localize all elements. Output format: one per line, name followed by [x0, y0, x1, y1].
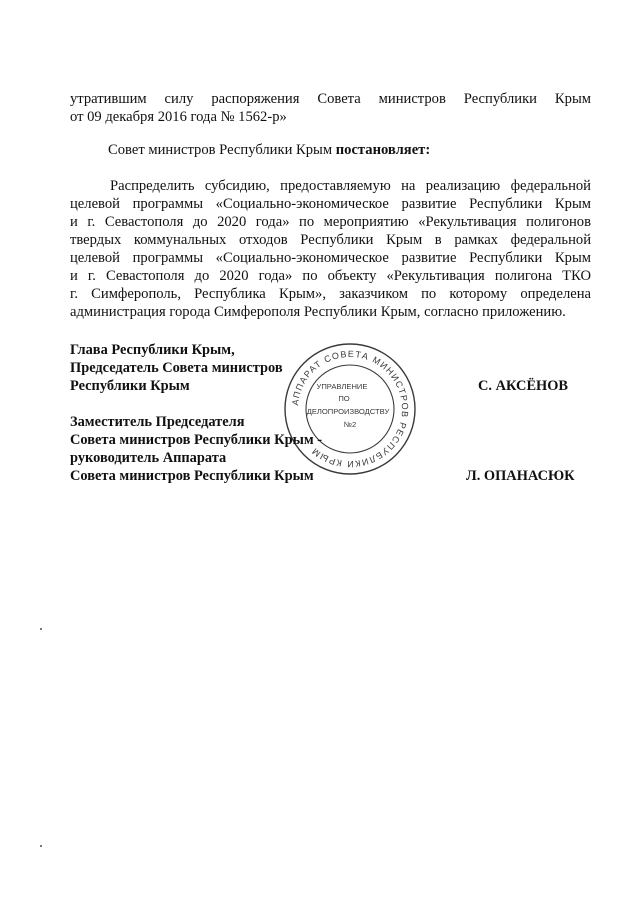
- svg-text:ДЕЛОПРОИЗВОДСТВУ: ДЕЛОПРОИЗВОДСТВУ: [306, 407, 390, 416]
- stamp-ring-text: АППАРАТ СОВЕТА МИНИСТРОВ РЕСПУБЛИКИ КРЫМ: [290, 348, 411, 470]
- svg-text:№2: №2: [343, 420, 357, 429]
- signatory-1-title-line-3: Республики Крым: [70, 378, 190, 394]
- signatory-1-name: С. АКСЁНОВ: [478, 378, 569, 394]
- decree-prefix: Совет министров Республики Крым: [108, 142, 336, 158]
- paragraph-2-line-4: твердых коммунальных отходов Республики Крым в рамках федеральной: [70, 232, 591, 248]
- paragraph-1-line-1: утратившим силу распоряжения Совета министров Республики Крым: [70, 91, 591, 107]
- stamp-seal-icon: [280, 339, 420, 479]
- svg-text:УПРАВЛЕНИЕ: УПРАВЛЕНИЕ: [316, 382, 368, 391]
- official-stamp: [280, 339, 420, 479]
- paragraph-2-line-3: и г. Севастополя до 2020 года» по мероприятию «Рекультивация полигонов: [70, 214, 591, 230]
- signatory-1-title-line-1: Глава Республики Крым,: [70, 342, 235, 358]
- signatory-2-title-line-1: Заместитель Председателя: [70, 414, 245, 430]
- scan-speck: [40, 628, 42, 630]
- signatory-2-name: Л. ОПАНАСЮК: [466, 468, 575, 484]
- paragraph-2-line-6: и г. Севастополя до 2020 года» по объекту «Рекультивация полигона ТКО: [70, 268, 591, 284]
- paragraph-2-line-2: целевой программы «Социально-экономическое развитие Республики Крым: [70, 196, 591, 212]
- signatory-1-title-line-2: Председатель Совета министров: [70, 360, 283, 376]
- paragraph-2-line-7: г. Симферополь, Республика Крым», заказчиком по которому определена: [70, 286, 591, 302]
- scan-speck: [40, 845, 42, 847]
- decree-line: [108, 141, 430, 159]
- signatory-2-title-line-2: Совета министров Республики Крым -: [70, 432, 323, 448]
- paragraph-1-line-2: от 09 декабря 2016 года № 1562-р»: [70, 109, 287, 125]
- decree-keyword: постановляет:: [335, 142, 431, 158]
- signatory-2-title-line-4: Совета министров Республики Крым: [70, 468, 314, 484]
- paragraph-2-line-1: Распределить субсидию, предоставляемую на реализацию федеральной: [110, 178, 591, 194]
- paragraph-2-line-8: администрация города Симферополя Республики Крым, согласно приложению.: [70, 304, 566, 320]
- signatory-2-title-line-3: руководитель Аппарата: [70, 450, 227, 466]
- paragraph-2-line-5: целевой программы «Социально-экономическое развитие Республики Крым: [70, 250, 591, 266]
- svg-text:ПО: ПО: [338, 394, 350, 403]
